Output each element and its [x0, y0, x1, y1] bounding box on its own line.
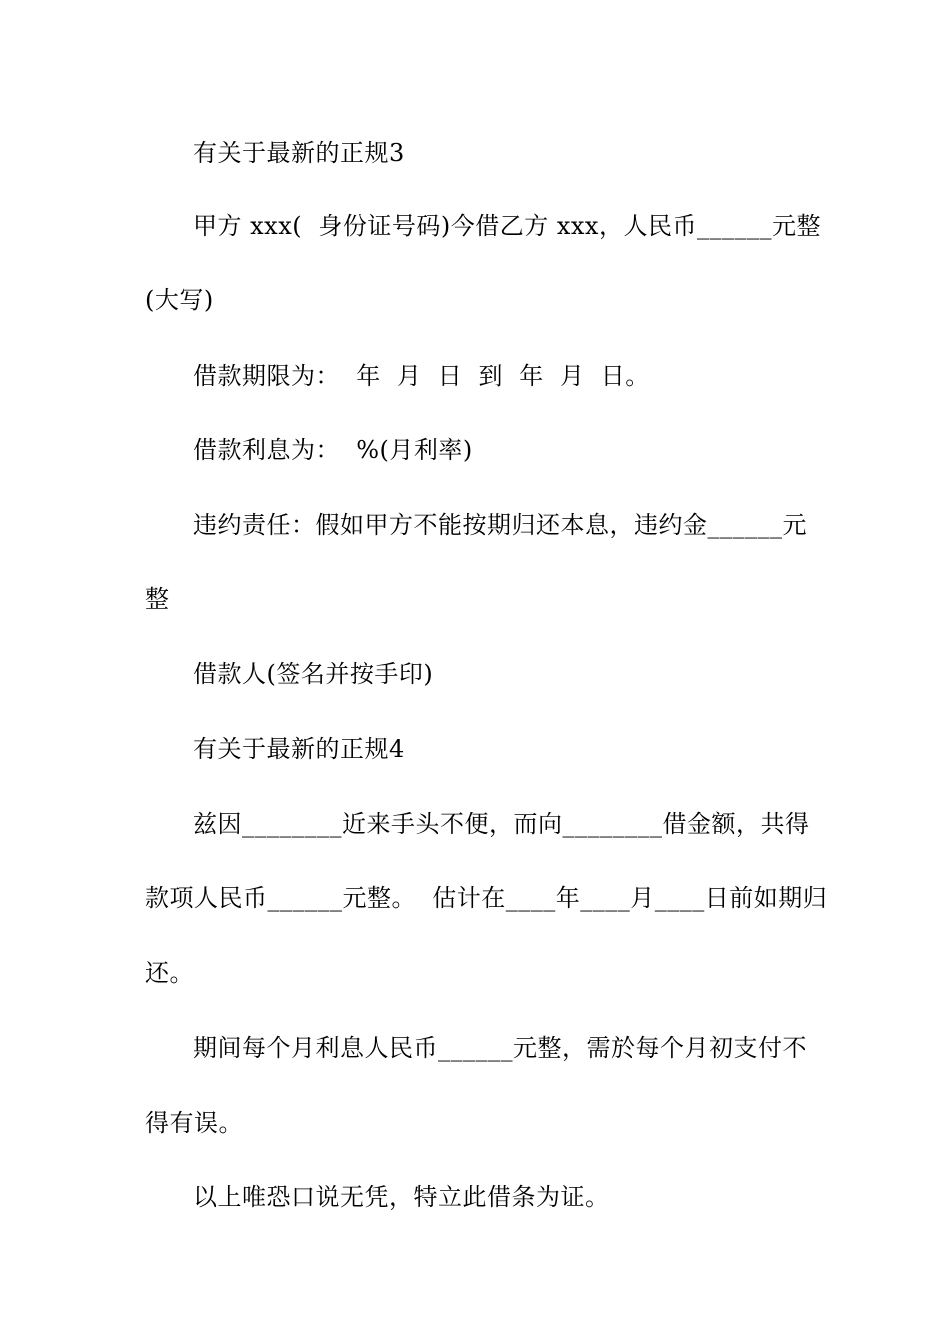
- paragraph-line: 整: [145, 585, 170, 613]
- section-heading-4: 有关于最新的正规4: [193, 735, 405, 763]
- paragraph-line: 借款人(签名并按手印): [193, 660, 434, 688]
- paragraph-line: 期间每个月利息人民币______元整，需於每个月初支付不: [193, 1034, 807, 1062]
- paragraph-line: 甲方 xxx( 身份证号码)今借乙方 xxx，人民币______元整: [193, 212, 821, 240]
- paragraph-line: 得有误。: [145, 1109, 243, 1137]
- paragraph-line: 还。: [145, 959, 194, 987]
- paragraph-line: 款项人民币______元整。 估计在____年____月____日前如期归: [145, 884, 828, 912]
- paragraph-line: 借款利息为： %(月利率): [193, 436, 473, 464]
- paragraph-line: 借款期限为： 年 月 日 到 年 月 日。: [193, 362, 650, 390]
- section-heading-3: 有关于最新的正规3: [193, 139, 405, 167]
- paragraph-line: 违约责任：假如甲方不能按期归还本息，违约金______元: [193, 511, 807, 539]
- paragraph-line: (大写): [145, 286, 214, 314]
- paragraph-line: 以上唯恐口说无凭，特立此借条为证。: [193, 1183, 610, 1211]
- paragraph-line: 兹因________近来手头不便，而向________借金额，共得: [193, 810, 810, 838]
